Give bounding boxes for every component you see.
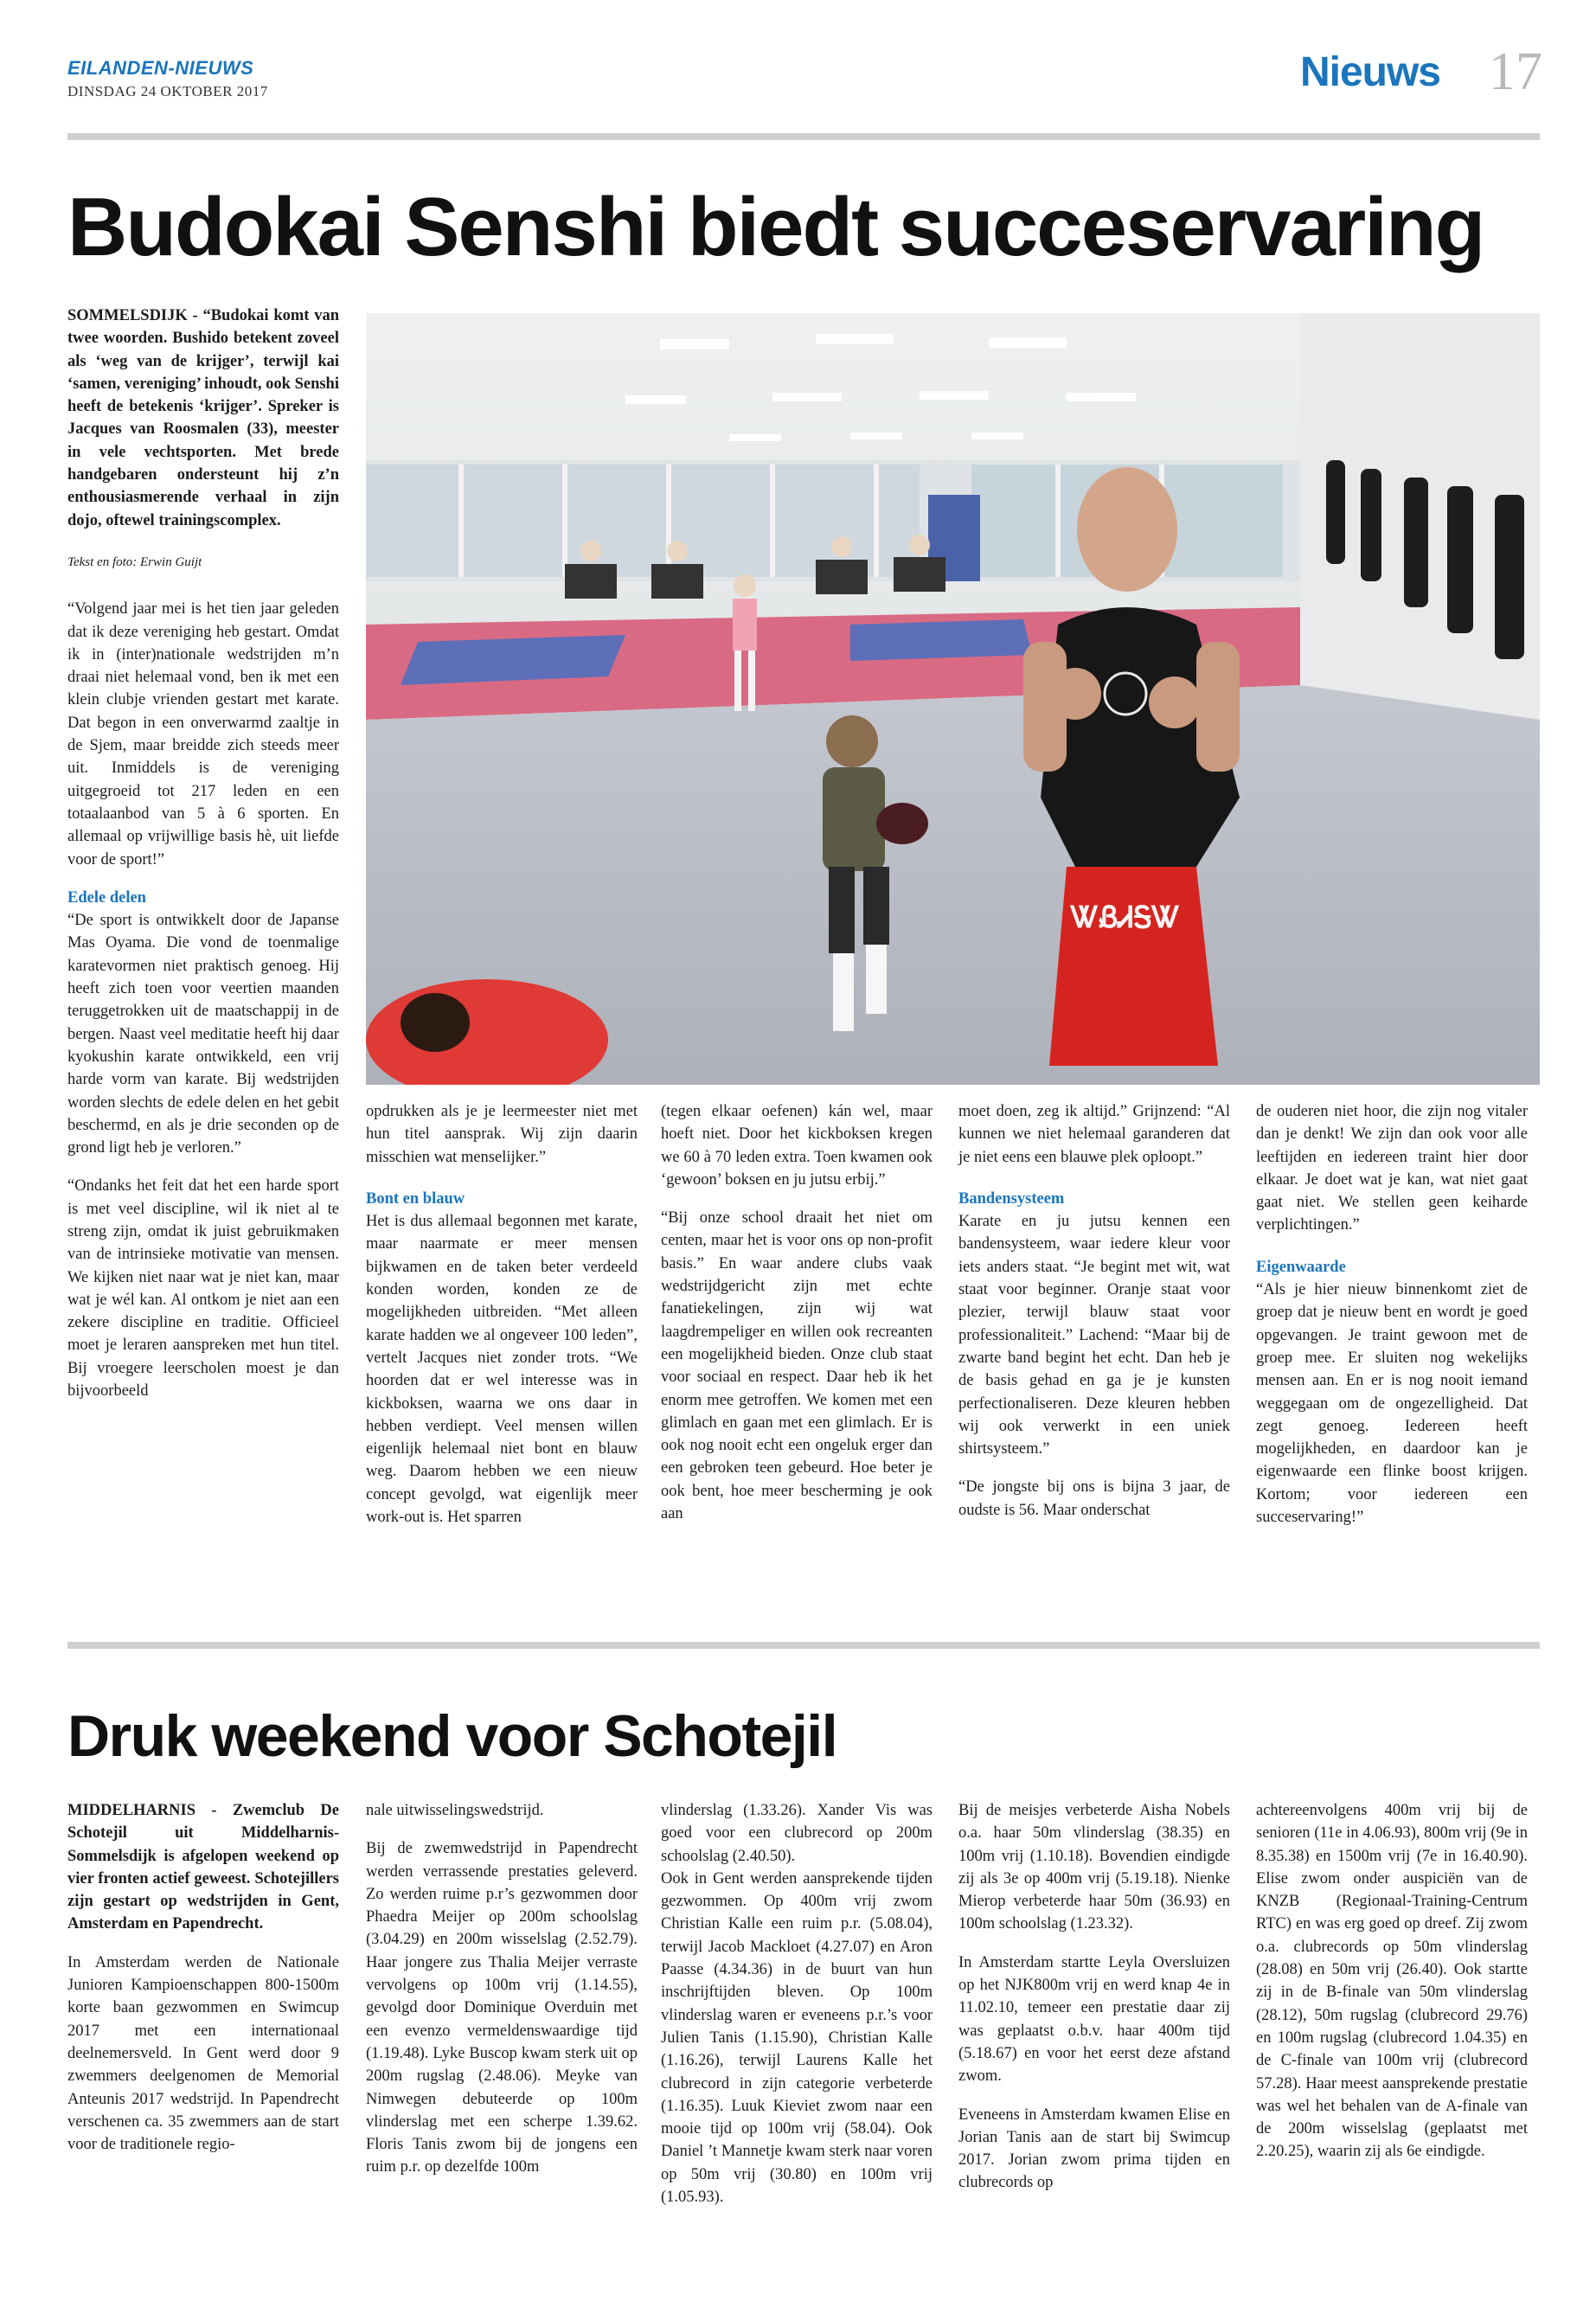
article1-column-5 [1256,1100,1528,1544]
article1-paragraph: opdrukken als je je leermeester niet met hun titel aansprak. Wij zijn daarin misschien wat menselijker.” [366,1103,638,1166]
masthead-logo: EILANDEN-NIEUWS [67,57,254,79]
article2-paragraph: Ook in Gent werden aansprekende tijden gezwommen. Op 400m vrij zwom Christian Kalle een ruim p.r. (5.08.04), terwijl Jacob Mackloet (4.27.07) en Aron Paasse (4.34.36) in de buurt van hun inschrijftijden bleven. Op 100m vlinderslag waren er eveneens p.r.’s voor Julien Tanis (1.15.90), Christian Kalle (1.16.26), terwijl Laurens Kalle het clubrecord in zijn categorie verbeterde (1.16.35). Luuk Kieviet zwom naar een mooie tijd op 100m vrij (58.04). Ook Daniel ’t Mannetje kwam sterk naar voren op 50m vrij (30.80) en 100m vrij (1.05.93). [661,1869,933,2207]
article2-column-2 [366,1799,638,2195]
article1-paragraph: “De sport is ontwikkelt door de Japanse Mas Oyama. Die vond de toenmalige karatevormen niet praktisch genoeg. Hij heeft zich toen voor veertien maanden teruggetrokken uit de maatschappij in de bergen. Naast veel meditatie heeft hij daar kyokushin karate ontwikkeld, een vrij harde vorm van karate. Bij wedstrijden worden slechts de edele delen en het gebit beschermd, en als je drie seconden op de grond ligt heb je verloren.” [67,912,339,1157]
article1-paragraph: Het is dus allemaal begonnen met karate, maar naarmate er meer mensen bijkwamen en de taken beter verdeeld konden worden, konden ze de mogelijkheden uitbreiden. “Met alleen karate hadden we al ongeveer 100 leden”, vertelt Jacques niet zonder trots. “We hoorden dat er wel interesse was in kickboksen, waarna we ons daar in hebben verdiept. Veel mensen willen eigenlijk helemaal niet bont en blauw weg. Daarom hebben we een nieuw concept gevolgd, wat eigenlijk meer work-out is. Het sparren [366,1213,638,1527]
dojo-photo-illustration [366,313,1540,1085]
article1-paragraph: “Ondanks het feit dat het een harde sport is met veel discipline, wil ik niet al te streng zijn, omdat ik juist gebruikmaken van de intrinsieke motivatie van mensen. We kijken niet naar wat je niet kan, maar wat je wél kan. Al ontkom je niet aan een zekere discipline en traditie. Officieel moet je leraren aanspreken met hun titel. Bij vroegere leerscholen moest je dan bijvoorbeeld [67,1177,339,1400]
subheading-eigenwaarde: Eigenwaarde [1256,1258,1346,1276]
article-divider [67,1642,1540,1649]
article1-paragraph: “Bij onze school draait het niet om centen, maar het is voor ons op non-profit basis.” En waar andere clubs vaak wedstrijdgericht zijn met echte fanatiekelingen, zijn wij wat laagdrempeliger en willen ook recreanten een mogelijkheid bieden. Onze club staat voor sociaal en respect. Daar heb ik het enorm mee getroffen. We komen met een glimlach en gaan met een glimlach. Er is ook nog nooit echt een ongeluk erger dan een gebroken teen gebeurd. Hoe beter je ook bent, hoe meer bescherming je ook aan [661,1209,933,1523]
article1-paragraph: (tegen elkaar oefenen) kán wel, maar hoeft niet. Door het kickboksen kregen we 60 à 70 leden extra. Toen kwamen ook ‘gewoon’ boksen en ju jutsu erbij.” [661,1103,933,1189]
article2-paragraph: Bij de meisjes verbeterde Aisha Nobels o.a. haar 50m vlinderslag (38.35) en 100m vrij (1.10.18). Bovendien eindigde zij als 3e op 400m vrij (5.19.18). Nienke Mierop verbeterde haar 50m (36.93) en 100m schoolslag (1.23.32). [958,1802,1230,1933]
article2-column-3 [661,1799,933,2224]
article2-column-1 [67,1799,339,2171]
article2-paragraph: Eveneens in Amsterdam kwamen Elise en Jorian Tanis aan de start bij Swimcup 2017. Jorian zwom prima tijden en clubrecords op [958,2106,1230,2192]
section-title: Nieuws [1299,49,1440,95]
article2-paragraph: Bij de zwemwedstrijd in Papendrecht werden verrassende prestaties geleverd. Zo werden ruime p.r’s gezwommen door Phaedra Meijer op 200m schoolslag (3.04.29) en 200m wisselslag (2.52.79). Haar jongere zus Thalia Meijer verraste vervolgens op 100m vrij (1.14.55), gevolgd door Dominique Overduin met een evenzo vermeldenswaardige tijd (1.19.48). Lyke Buscop kwam sterk uit op 200m rugslag (2.48.06). Meyke van Nimwegen debuteerde op 100m vlinderslag met een scherpe 1.39.62. Floris Tanis zwom bij de jongens een ruim p.r. op dezelfde 100m [366,1840,638,2176]
article2-paragraph: In Amsterdam werden de Nationale Junioren Kampioenschappen 800-1500m korte baan gezwommen en Swimcup 2017 met een internationaal deelnemersveld. In Gent werd door 9 zwemmers deelgenomen de Memorial Anteunis 2017 wedstrijd. In Papendrecht verschenen ca. 35 zwemmers aan de start voor de traditionele regio- [67,1953,339,2154]
photo-credit: Tekst en foto: Erwin Guijt [67,554,202,569]
header-divider [67,133,1540,140]
article2-lead: MIDDELHARNIS - Zwemclub De Schotejil uit Middelharnis-Sommelsdijk is afgelopen weekend op vier fronten actief geweest. Schotejillers zijn gestart op wedstrijden in Gent, Amsterdam en Papendrecht. [67,1802,339,1933]
article2-column-4 [958,1799,1230,2210]
article1-paragraph: “Volgend jaar mei is het tien jaar geleden dat ik deze vereniging heb gestart. Omdat ik in (inter)nationale wedstrijden m’n draai niet helemaal vond, ben ik met een klein clubje vrienden gestart met karate. Dat begon in een onverwarmd zaaltje in de Sjem, maar breidde zich steeds meer uit. Inmiddels is de vereniging uitgegroeid tot 217 leden en een totaalaanbod van 5 à 6 sporten. En allemaal op vrijwillige basis hè, uit liefde voor de sport!” [67,600,339,868]
article1-column-2 [366,1100,638,1544]
page-number: 17 [1489,42,1542,101]
shorts-lettering: ᏔᏰᏗᎦᏔ [1071,901,1181,935]
article1-paragraph: Karate en ju jutsu kennen een bandensysteem, waar iedere kleur voor iets anders staat. “Je begint met wit, wat staat voor beginner. Oranje staat voor plezier, terwijl blauw staat voor professionaliteit.” Lachend: “Maar bij de zwarte band begint het echt. Dan heb je de basis gehad en ga je je kunsten perfectionaliseren. Deze kleuren hebben wij ook verwerkt in een uniek shirtsysteem.” [958,1213,1230,1458]
article2-headline: Druk weekend voor Schotejil [67,1703,837,1769]
article2-paragraph: achtereenvolgens 400m vrij bij de senioren (11e in 4.06.93), 800m vrij (9e in 8.35.38) en 1500m vrij (7e in 16.40.90). Elise zwom onder auspiciën van de KNZB (Regionaal-Training-Centrum RTC) en was erg goed op dreef. Zij zwom o.a. clubrecords op 50m vlinderslag (28.08) en 50m vrij (26.40). Ook startte zij in de B-finale van 50m vlinderslag (28.12), 50m rugslag (clubrecord 29.76) en 100m rugslag (clubrecord 1.04.35) en de C-finale van 100m vrij (clubrecord 57.28). Haar meest aansprekende prestatie was wel het behalen van de A-finale van de 200m wisselslag (geplaatst met 2.20.25), waarin zij als 6e eindigde. [1256,1802,1528,2161]
article1-column-4 [958,1100,1230,1537]
article1-lead: SOMMELSDIJK - “Budokai komt van twee woorden. Bushido betekent zoveel als ‘weg van de krijger’, terwijl kai ‘samen, vereniging’ inhoudt, ook Senshi heeft de betekenis ‘krijger’. Spreker is Jacques van Roosmalen (33), meester in vele vechtsporten. Met brede handgebaren ondersteunt hij z’n enthousiasmerende verhaal in zijn dojo, oftewel trainingscomplex. [67,307,339,529]
article1-column-3 [661,1100,933,1541]
article1-column-1 [67,304,339,1418]
article2-paragraph: In Amsterdam startte Leyla Oversluizen op het NJK800m vrij en werd knap 4e in 11.02.10, temeer een prestatie daar zij was geplaatst o.b.v. haar 400m tijd (5.18.67) en voor het eerst deze afstand zwom. [958,1953,1230,2086]
article1-headline: Budokai Senshi biedt succeservaring [67,181,1484,273]
article1-paragraph: moet doen, zeg ik altijd.” Grijnzend: “Al kunnen we niet helemaal garanderen dat je niet eens een blauwe plek oploopt.” [958,1103,1230,1166]
subheading-edele-delen: Edele delen [67,888,146,907]
article1-paragraph: “Als je hier nieuw binnenkomt ziet de groep dat je nieuw bent en wordt je goed opgevangen. Je traint gewoon met de groep mee. Er sluiten nog wekelijks mensen aan. En er is nog nooit iemand weggegaan om de ongezelligheid. Dat zegt genoeg. Iedereen heeft mogelijkheden, en daardoor kan je eigenwaarde een flinke boost krijgen. Kortom; voor iedereen een succeservaring!” [1256,1281,1528,1527]
publication-date: DINSDAG 24 OKTOBER 2017 [67,83,268,99]
article2-paragraph: vlinderslag (1.33.26). Xander Vis was goed voor een clubrecord op 200m schoolslag (2.40.50). [661,1802,933,1865]
article-photo [366,313,1540,1085]
article2-column-5 [1256,1799,1528,2179]
subheading-bandensysteem: Bandensysteem [958,1189,1065,1208]
article1-paragraph: “De jongste bij ons is bijna 3 jaar, de oudste is 56. Maar onderschat [958,1478,1230,1519]
article2-paragraph: nale uitwisselingswedstrijd. [366,1802,544,1819]
article1-paragraph: de ouderen niet hoor, die zijn nog vitaler dan je denkt! We zijn dan ook voor alle leeftijden en iedereen traint hier door elkaar. Je doet wat je kan, wat niet gaat gaat niet. We stellen geen keiharde verplichtingen.” [1256,1103,1528,1234]
subheading-bont-en-blauw: Bont en blauw [366,1189,465,1208]
